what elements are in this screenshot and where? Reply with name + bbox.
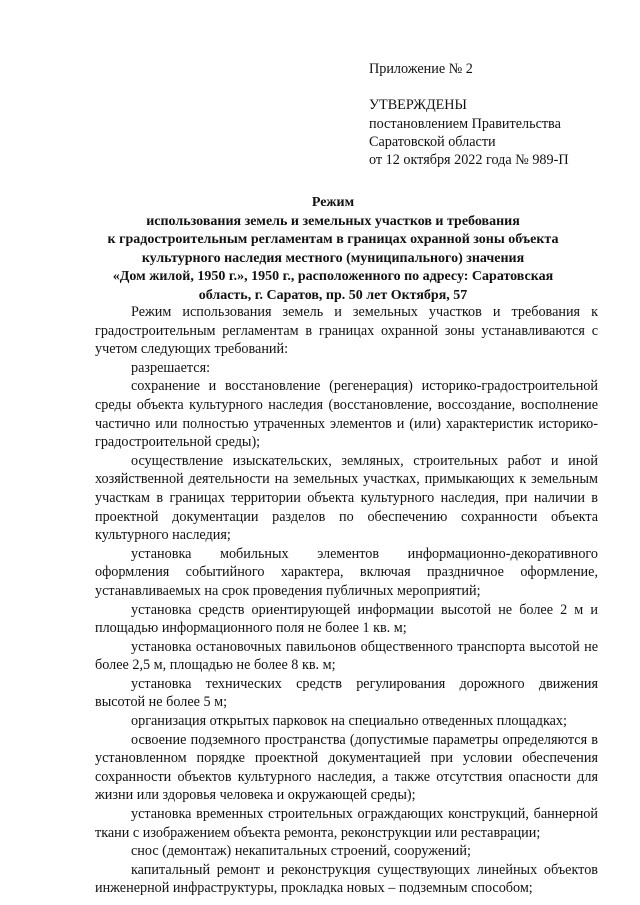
body-paragraph: организация открытых парковок на специально отведенных площадках; <box>131 713 567 730</box>
title-line: культурного наследия местного (муниципального) значения <box>141 250 525 266</box>
body-paragraph: установка остановочных павильонов общественного транспорта высотой не более 2,5 м, площадью не более 8 кв. м; <box>95 638 598 674</box>
body-paragraph: установка временных строительных ограждающих конструкций, баннерной ткани с изображением объекта ремонта, реконструкции или реставрации; <box>95 806 598 841</box>
approved-heading: УТВЕРЖДЕНЫ <box>369 97 467 113</box>
approval-line: постановлением Правительства <box>369 116 561 132</box>
body-paragraph: разрешается: <box>131 359 211 376</box>
body-paragraph: осуществление изыскательских, земляных, строительных работ и иной хозяйственной деятельности на земельных участках, примыкающих к земельным участкам в границах территории объекта культурного наследия, при наличии в проектной документации разделов по обеспечению сохранности объекта культурного наследия; <box>95 452 598 544</box>
title-line: использования земель и земельных участков и требования <box>146 213 520 229</box>
body-paragraph: освоение подземного пространства (допустимые параметры определяются в установленном порядке проектной документацией при условии обеспечения сохранности объектов культурного наследия, а также отсутствия опасности для жизни или здоровья человека и окружающей среды); <box>95 731 598 804</box>
approval-block <box>369 96 569 169</box>
body-paragraph: снос (демонтаж) некапитальных строений, сооружений; <box>131 843 471 860</box>
body-paragraph: установка мобильных элементов информационно-декоративного оформления событийного характера, включая праздничное оформление, устанавливаемых на срок проведения публичных мероприятий; <box>95 545 598 599</box>
title-line: область, г. Саратов, пр. 50 лет Октября, 57 <box>198 287 468 303</box>
approval-line: Саратовской области <box>369 134 496 150</box>
title-line: «Дом жилой, 1950 г.», 1950 г., расположенного по адресу: Саратовская <box>112 269 554 285</box>
title-line: к градостроительным регламентам в границах охранной зоны объекта <box>107 232 559 248</box>
body-paragraph: установка средств ориентирующей информации высотой не более 2 м и площадью информационного поля не более 1 кв. м; <box>95 601 598 637</box>
body-paragraph: установка технических средств регулирования дорожного движения высотой не более 5 м; <box>95 675 598 711</box>
body-paragraph: сохранение и восстановление (регенерация) историко-градостроительной среды объекта культурного наследия (восстановление, воссоздание, восполнение частично или полностью утраченных элементов и (или) характеристик историко-градостроительной среды); <box>95 378 598 451</box>
body-paragraph: капитальный ремонт и реконструкция существующих линейных объектов инженерной инфраструктуры, прокладка новых – подземным способом; <box>95 861 598 897</box>
document-title <box>95 194 571 306</box>
appendix-number: Приложение № 2 <box>369 61 473 77</box>
body-paragraph: Режим использования земель и земельных участков и требования к градостроительным регламентам в границах охранной зоны устанавливаются с учетом следующих требований: <box>95 304 598 358</box>
document-body <box>95 303 598 898</box>
title-line: Режим <box>311 195 355 210</box>
approval-line: от 12 октября 2022 года № 989-П <box>369 152 569 168</box>
